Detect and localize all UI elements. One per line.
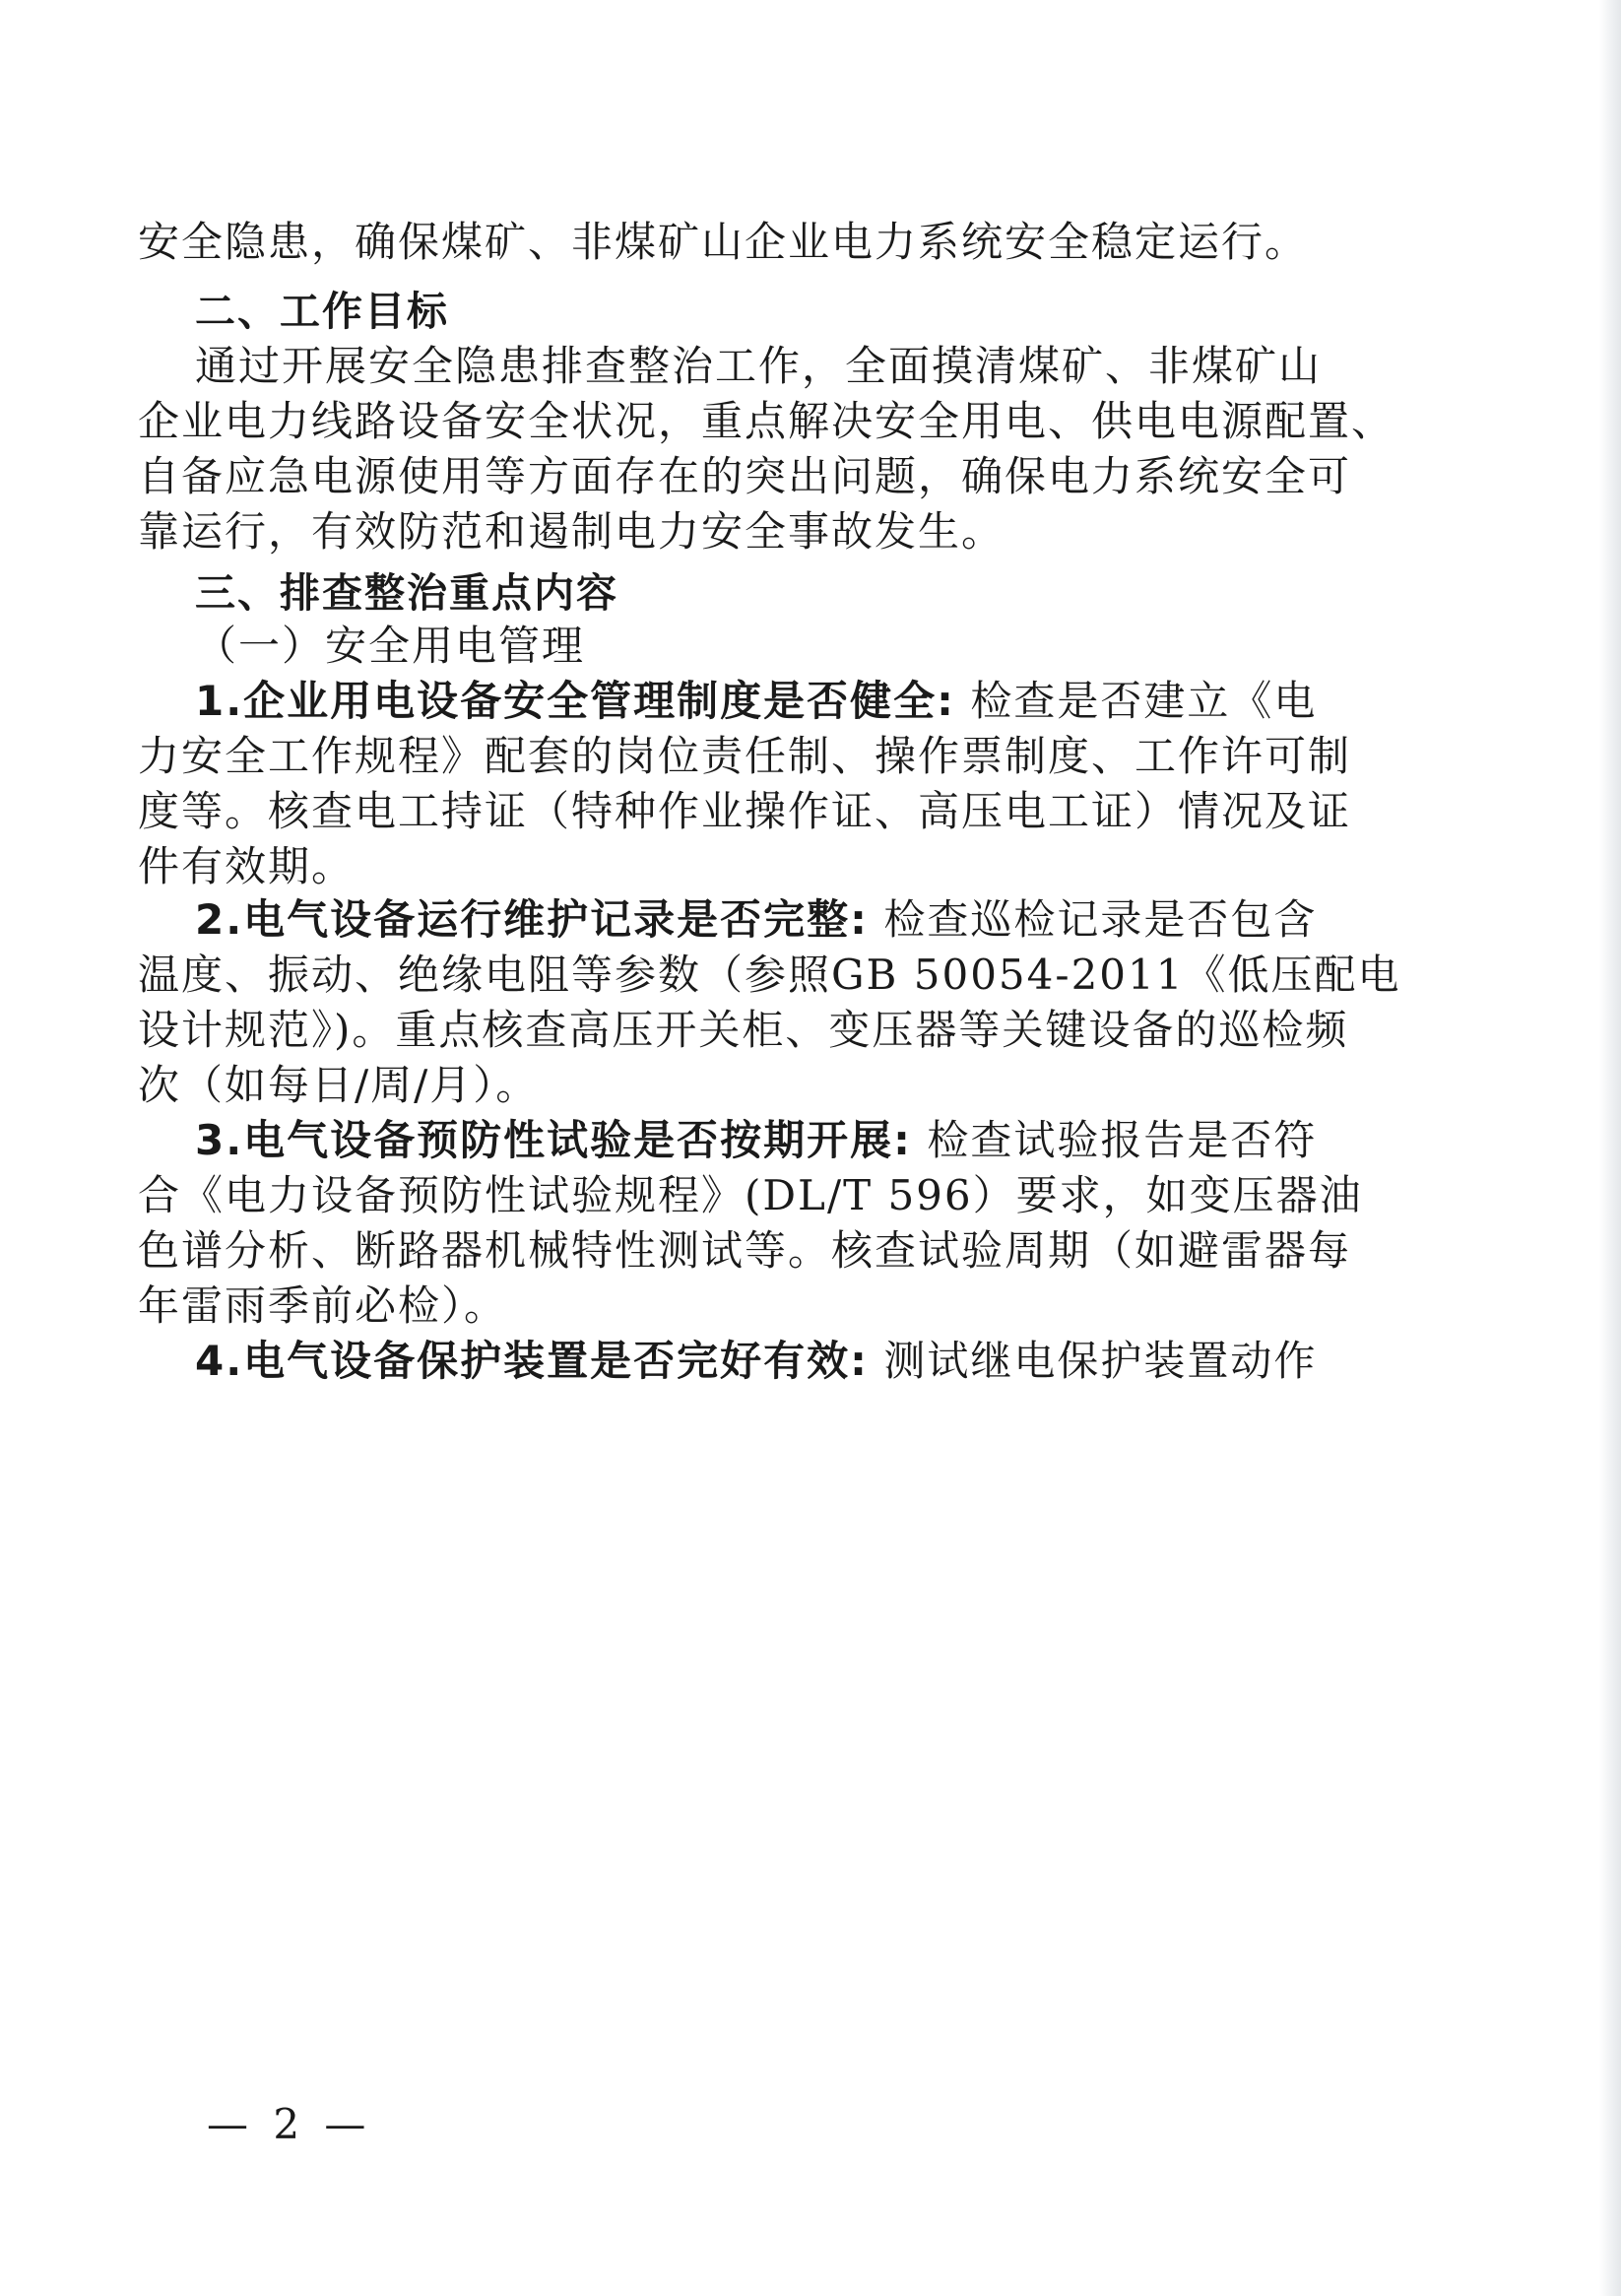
item-text: 检查是否建立《电 (970, 677, 1318, 725)
paragraph-line: 力安全工作规程》配套的岗位责任制、操作票制度、工作许可制 (138, 732, 1352, 780)
item-lead: 4.电气设备保护装置是否完好有效: (195, 1337, 869, 1385)
item-lead: 3.电气设备预防性试验是否按期开展: (195, 1116, 912, 1164)
paragraph-line: 靠运行，有效防范和遏制电力安全事故发生。 (138, 507, 1005, 556)
paragraph-line: 合《电力设备预防性试验规程》(DL/T 596）要求，如变压器油 (138, 1171, 1363, 1219)
paragraph-line: 通过开展安全隐患排查整治工作，全面摸清煤矿、非煤矿山 (195, 342, 1323, 390)
paragraph-line: 度等。核查电工持证（特种作业操作证、高压电工证）情况及证 (138, 787, 1352, 835)
paragraph-line: 设计规范》)。重点核查高压开关柜、变压器等关键设备的巡检频 (138, 1006, 1349, 1054)
scan-edge-shadow (1599, 0, 1621, 2296)
list-item-line (195, 892, 1387, 948)
paragraph-line: 企业电力线路设备安全状况，重点解决安全用电、供电电源配置、 (138, 397, 1395, 445)
section-heading: 三、排查整治重点内容 (195, 569, 618, 617)
subsection-heading: （一）安全用电管理 (195, 622, 586, 670)
item-text: 检查试验报告是否符 (927, 1116, 1318, 1164)
paragraph-line: 年雷雨季前必检）。 (138, 1281, 508, 1330)
paragraph-line: 件有效期。 (138, 842, 356, 890)
paragraph-line: 安全隐患，确保煤矿、非煤矿山企业电力系统安全稳定运行。 (138, 218, 1309, 266)
section-heading: 二、工作目标 (195, 288, 449, 335)
item-lead: 1.企业用电设备安全管理制度是否健全: (195, 677, 955, 725)
paragraph-line: 次（如每日/周/月）。 (138, 1061, 540, 1109)
list-item-line (195, 1113, 1387, 1168)
item-text: 检查巡检记录是否包含 (883, 895, 1318, 944)
paragraph-line: 自备应急电源使用等方面存在的突出问题，确保电力系统安全可 (138, 452, 1352, 500)
item-lead: 2.电气设备运行维护记录是否完整: (195, 895, 869, 944)
paragraph-line: 温度、振动、绝缘电阻等参数（参照GB 50054-2011《低压配电 (138, 951, 1401, 999)
page-number: — 2 — (207, 2100, 372, 2148)
list-item-line (195, 674, 1387, 729)
list-item-line (195, 1334, 1387, 1389)
item-text: 测试继电保护装置动作 (883, 1337, 1318, 1385)
paragraph-line: 色谱分析、断路器机械特性测试等。核查试验周期（如避雷器每 (138, 1226, 1352, 1275)
